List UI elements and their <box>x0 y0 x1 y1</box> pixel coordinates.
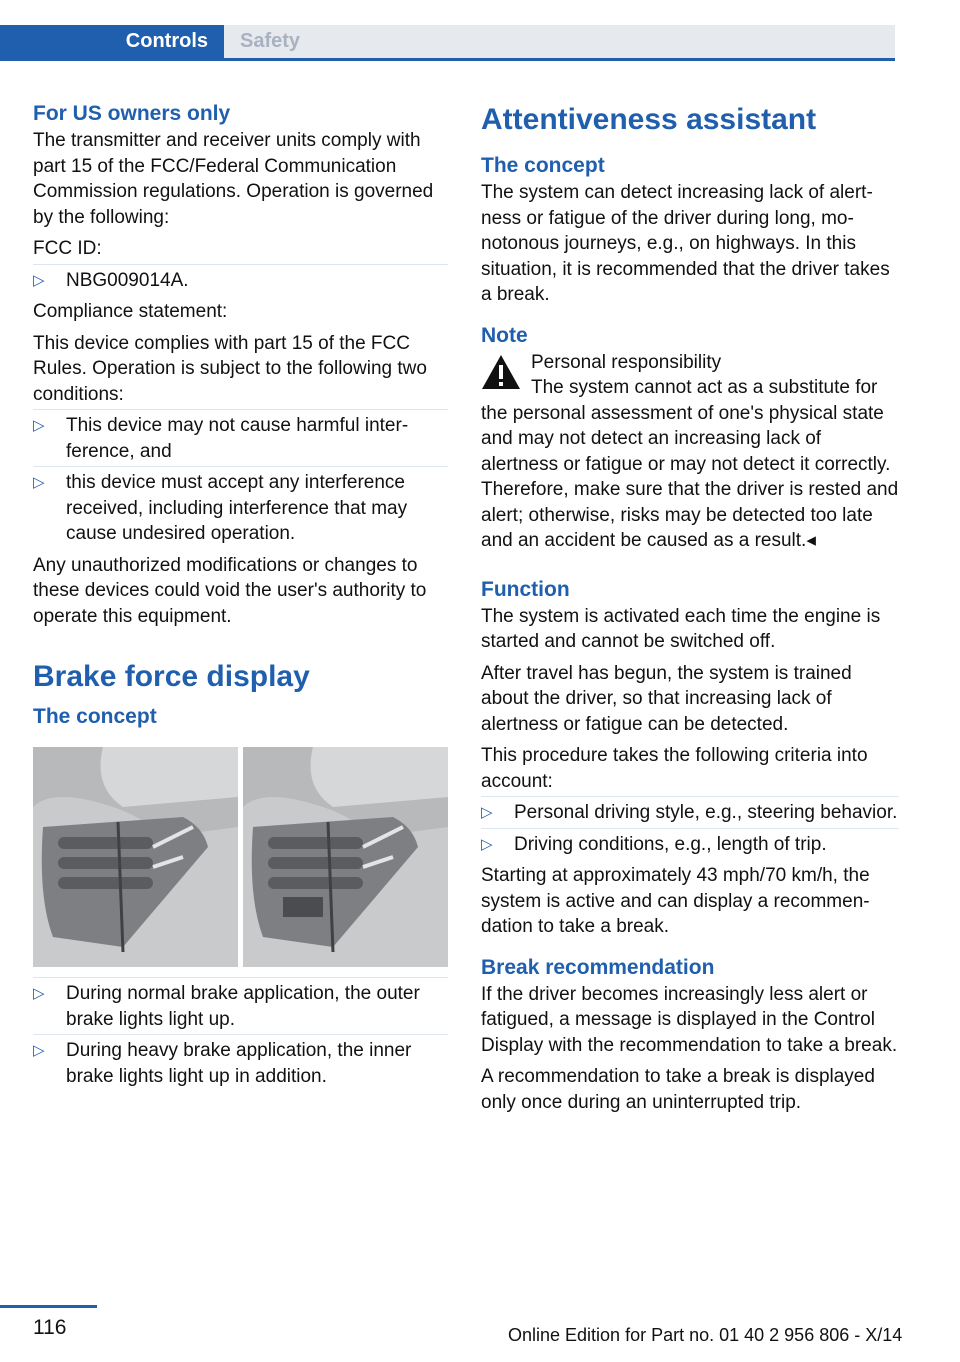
warning-text: the personal assessment of one's physical state and may not detect an increasing lack of alertness or fatigue or may not detect it correctly. Therefore, make sure that the driver is rested and alert; otherwise, risks may be detected too late and an accident be caused as a result.◂ <box>481 402 899 551</box>
edition-footer: Online Edition for Part no. 01 40 2 956 806 - X/14 <box>508 1325 903 1345</box>
right-column <box>481 100 899 1121</box>
paragraph: This procedure takes the following criteria into account: <box>481 745 868 792</box>
warning-block <box>481 350 899 554</box>
normal-brake-image <box>33 747 238 967</box>
triangle-bullet-icon: ▷ <box>33 474 45 491</box>
warning-triangle-icon <box>481 354 521 390</box>
triangle-bullet-icon: ▷ <box>33 985 45 1002</box>
fcc-id-label: FCC ID: <box>33 238 102 259</box>
list-item: ▷ Personal driving style, e.g., steering behavior. <box>481 800 899 826</box>
list-item: ▷ During normal brake application, the outer brake lights light up. <box>33 981 448 1032</box>
triangle-bullet-icon: ▷ <box>33 1042 45 1059</box>
brake-light-illustration <box>33 747 448 967</box>
brake-list <box>33 981 448 1089</box>
conditions-list <box>33 413 448 547</box>
warning-title: Personal responsibility <box>531 351 722 373</box>
us-owners-heading: For US owners only <box>33 102 231 125</box>
break-recommendation-heading: Break recommendation <box>481 955 715 979</box>
paragraph: A recommendation to take a break is displayed only once during an uninterrupted trip. <box>481 1066 875 1113</box>
compliance-label: Compliance statement: <box>33 301 228 322</box>
brake-force-title: Brake force display <box>33 660 310 693</box>
triangle-bullet-icon: ▷ <box>481 835 493 853</box>
function-heading: Function <box>481 577 570 601</box>
warning-text-first: The system cannot act as a substitute for <box>531 377 878 398</box>
section-tabs <box>0 25 895 61</box>
paragraph: Starting at approximately 43 mph/70 km/h, the system is active and can display a recommendation to take a break. <box>481 865 870 937</box>
list-item: ▷ During heavy brake application, the inner brake lights light up in addition. <box>33 1038 448 1089</box>
paragraph: If the driver becomes increasingly less alert or fatigued, a message is displayed in the Control Display with the recommendation to take a break. <box>481 983 898 1056</box>
triangle-bullet-icon: ▷ <box>33 417 45 434</box>
paragraph: This device complies with part 15 of the FCC Rules. Operation is subject to the following two conditions: <box>33 332 427 405</box>
brake-concept-heading: The concept <box>33 705 157 728</box>
criteria-list <box>481 800 899 857</box>
left-column <box>33 100 448 1095</box>
triangle-bullet-icon: ▷ <box>33 271 45 289</box>
concept-heading: The concept <box>481 154 605 177</box>
list-item: ▷ this device must accept any interference received, including interference that may cause undesired operation. <box>33 470 448 547</box>
footer-rule <box>0 1305 97 1308</box>
tab-controls[interactable]: Controls <box>0 25 224 58</box>
list-item: ▷ Driving conditions, e.g., length of trip. <box>481 832 899 858</box>
note-heading: Note <box>481 323 528 347</box>
fcc-id-list <box>33 268 448 294</box>
paragraph: After travel has begun, the system is trained about the driver, so that increasing lack of alertness or fatigue can be detected. <box>481 662 852 735</box>
tab-safety[interactable]: Safety <box>224 25 895 58</box>
list-item: ▷ NBG009014A. <box>33 268 448 294</box>
concept-text: The system can detect increasing lack of alertness or fatigue of the driver during long, monotonous journeys, e.g., on highways. In this situation, it is recommended that the driver takes a break. <box>481 182 890 305</box>
paragraph: Any unauthorized modifications or changes to these devices could void the user's authority to operate this equipment. <box>33 554 427 627</box>
attentiveness-title: Attentiveness assistant <box>481 103 817 136</box>
list-item: ▷ This device may not cause harmful interference, and <box>33 413 448 464</box>
paragraph: The transmitter and receiver units comply with part 15 of the FCC/Federal Communication Commission regulations. Operation is governed by the following: <box>33 130 434 228</box>
page-number: 116 <box>33 1316 67 1339</box>
paragraph: The system is activated each time the engine is started and cannot be switched off. <box>481 605 881 652</box>
heavy-brake-image <box>243 747 448 967</box>
triangle-bullet-icon: ▷ <box>481 804 493 821</box>
